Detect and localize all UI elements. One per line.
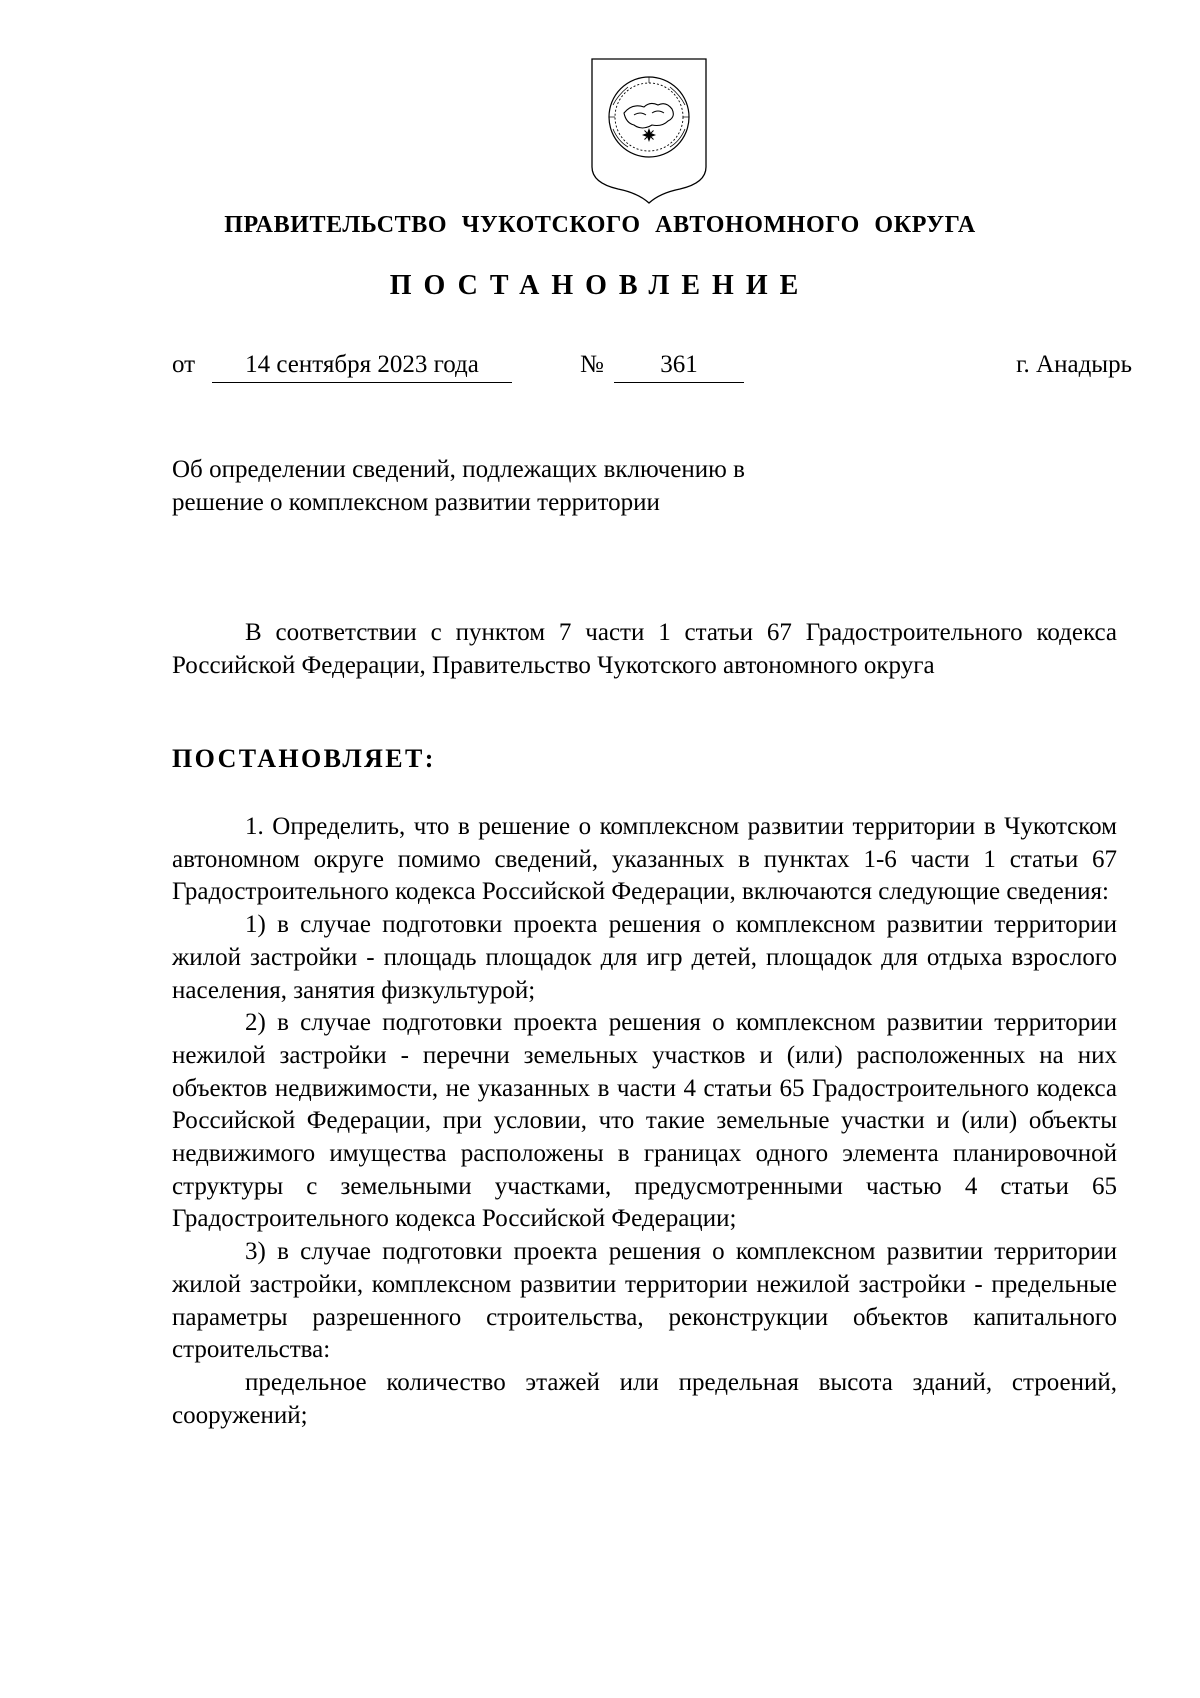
paragraph-1: 1. Определить, что в решение о комплексном развитии территории в Чукотском автономном округе помимо сведений, указанных в пунктах 1-6 части 1 статьи 67 Градостроительного кодекса Российской Федерации, включаются следующие сведения: (172, 813, 1117, 906)
paragraph-1-3: 3) в случае подготовки проекта решения о комплексном развитии территории жилой застройки, комплексном развитии территории нежилой застройки - предельные параметры разрешенного строительства, реконструкции объектов капитального строительства: (172, 1238, 1117, 1364)
decree-body (172, 811, 1117, 1432)
date-label: от (172, 351, 196, 378)
intro-block (172, 616, 1117, 682)
document-number: 361 (614, 351, 744, 383)
document-date: 14 сентября 2023 года (212, 351, 512, 383)
document-type-title: ПОСТАНОВЛЕНИЕ (389, 270, 811, 301)
government-title: ПРАВИТЕЛЬСТВО ЧУКОТСКОГО АВТОНОМНОГО ОКРУГА (224, 212, 976, 238)
number-label: № (580, 351, 604, 378)
paragraph-1-1: 1) в случае подготовки проекта решения о комплексном развитии территории жилой застройки - площадь площадок для игр детей, площадок для отдыха взрослого населения, занятия физкультурой; (172, 911, 1117, 1004)
decree-heading: ПОСТАНОВЛЯЕТ: (172, 744, 436, 773)
intro-paragraph: В соответствии с пунктом 7 части 1 статьи 67 Градостроительного кодекса Российской Федерации, Правительство Чукотского автономного округа (172, 619, 1117, 679)
paragraph-1-3-item: предельное количество этажей или предельная высота зданий, строений, сооружений; (172, 1368, 1117, 1429)
coat-of-arms-icon (588, 55, 710, 205)
document-subject: Об определении сведений, подлежащих включению в решение о комплексном развитии территории (172, 456, 745, 516)
city-name: г. Анадырь (1016, 351, 1132, 378)
document-meta-row (172, 351, 1132, 391)
paragraph-1-2: 2) в случае подготовки проекта решения о комплексном развитии территории нежилой застройки - перечни земельных участков и (или) расположенных на них объектов недвижимости, не указанных в части 4 статьи 65 Градостроительного кодекса Российской Федерации, при условии, что такие земельные участки и (или) объекты недвижимого имущества расположены в границах одного элемента планировочной структуры с земельными участками, предусмотренными частью 4 статьи 65 Градостроительного кодекса Российской Федерации; (172, 1009, 1117, 1233)
